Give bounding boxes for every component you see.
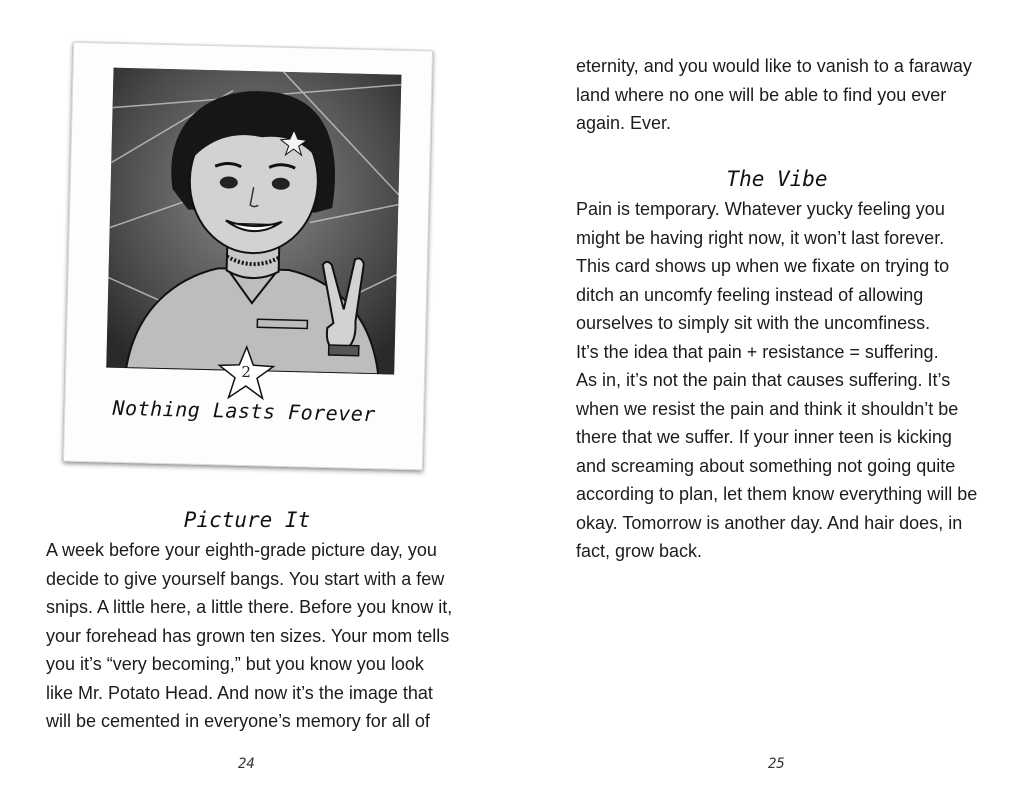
right-page (512, 0, 1024, 805)
text-line: according to plan, let them know everything will be (576, 484, 978, 504)
text-line: again. Ever. (576, 113, 672, 133)
text-line: Pain is temporary. Whatever yucky feeling you (576, 199, 945, 219)
text-line: land where no one will be able to find you ever (576, 84, 947, 105)
text-line: decide to give yourself bangs. You start with a few (46, 568, 445, 589)
text-line: ditch an uncomfy feeling instead of allowing (576, 284, 924, 305)
page-number-left: 24 (238, 756, 255, 772)
text-line: As in, it’s not the pain that causes suffering. It’s (576, 370, 951, 390)
card-number: 2 (241, 362, 252, 382)
text-line: there that we suffer. If your inner teen is kicking (576, 427, 952, 447)
page-number-right: 25 (768, 756, 785, 772)
text-line: A week before your eighth-grade picture day, you (46, 540, 437, 560)
card-number-badge (215, 344, 276, 401)
text-line: fact, grow back. (576, 541, 703, 561)
text-line: This card shows up when we fixate on trying to (576, 256, 950, 276)
card-illustration (106, 68, 401, 375)
the-vibe-heading: The Vibe (726, 167, 828, 191)
text-line: ourselves to simply sit with the uncomfiness. (576, 313, 931, 333)
text-line: It’s the idea that pain + resistance = suffering. (576, 341, 939, 362)
continued-paragraph (576, 52, 972, 138)
the-vibe-paragraph (576, 195, 977, 566)
text-line: like Mr. Potato Head. And now it’s the image that (46, 682, 433, 703)
card-title: Nothing Lasts Forever (112, 395, 377, 427)
text-line: when we resist the pain and think it shouldn’t be (576, 398, 959, 419)
text-line: okay. Tomorrow is another day. And hair does, in (576, 512, 963, 533)
text-line: eternity, and you would like to vanish to a faraway (576, 56, 972, 76)
text-line: might be having right now, it won’t last forever. (576, 227, 945, 248)
text-line: and screaming about something not going quite (576, 455, 956, 476)
text-line: you it’s “very becoming,” but you know you look (46, 654, 424, 674)
text-line: snips. A little here, a little there. Before you know it, (46, 597, 453, 617)
picture-it-paragraph (46, 536, 452, 736)
picture-it-heading: Picture It (183, 508, 311, 532)
text-line: will be cemented in everyone’s memory for all of (46, 711, 430, 731)
text-line: your forehead has grown ten sizes. Your mom tells (46, 625, 450, 646)
polaroid-card (63, 42, 433, 471)
